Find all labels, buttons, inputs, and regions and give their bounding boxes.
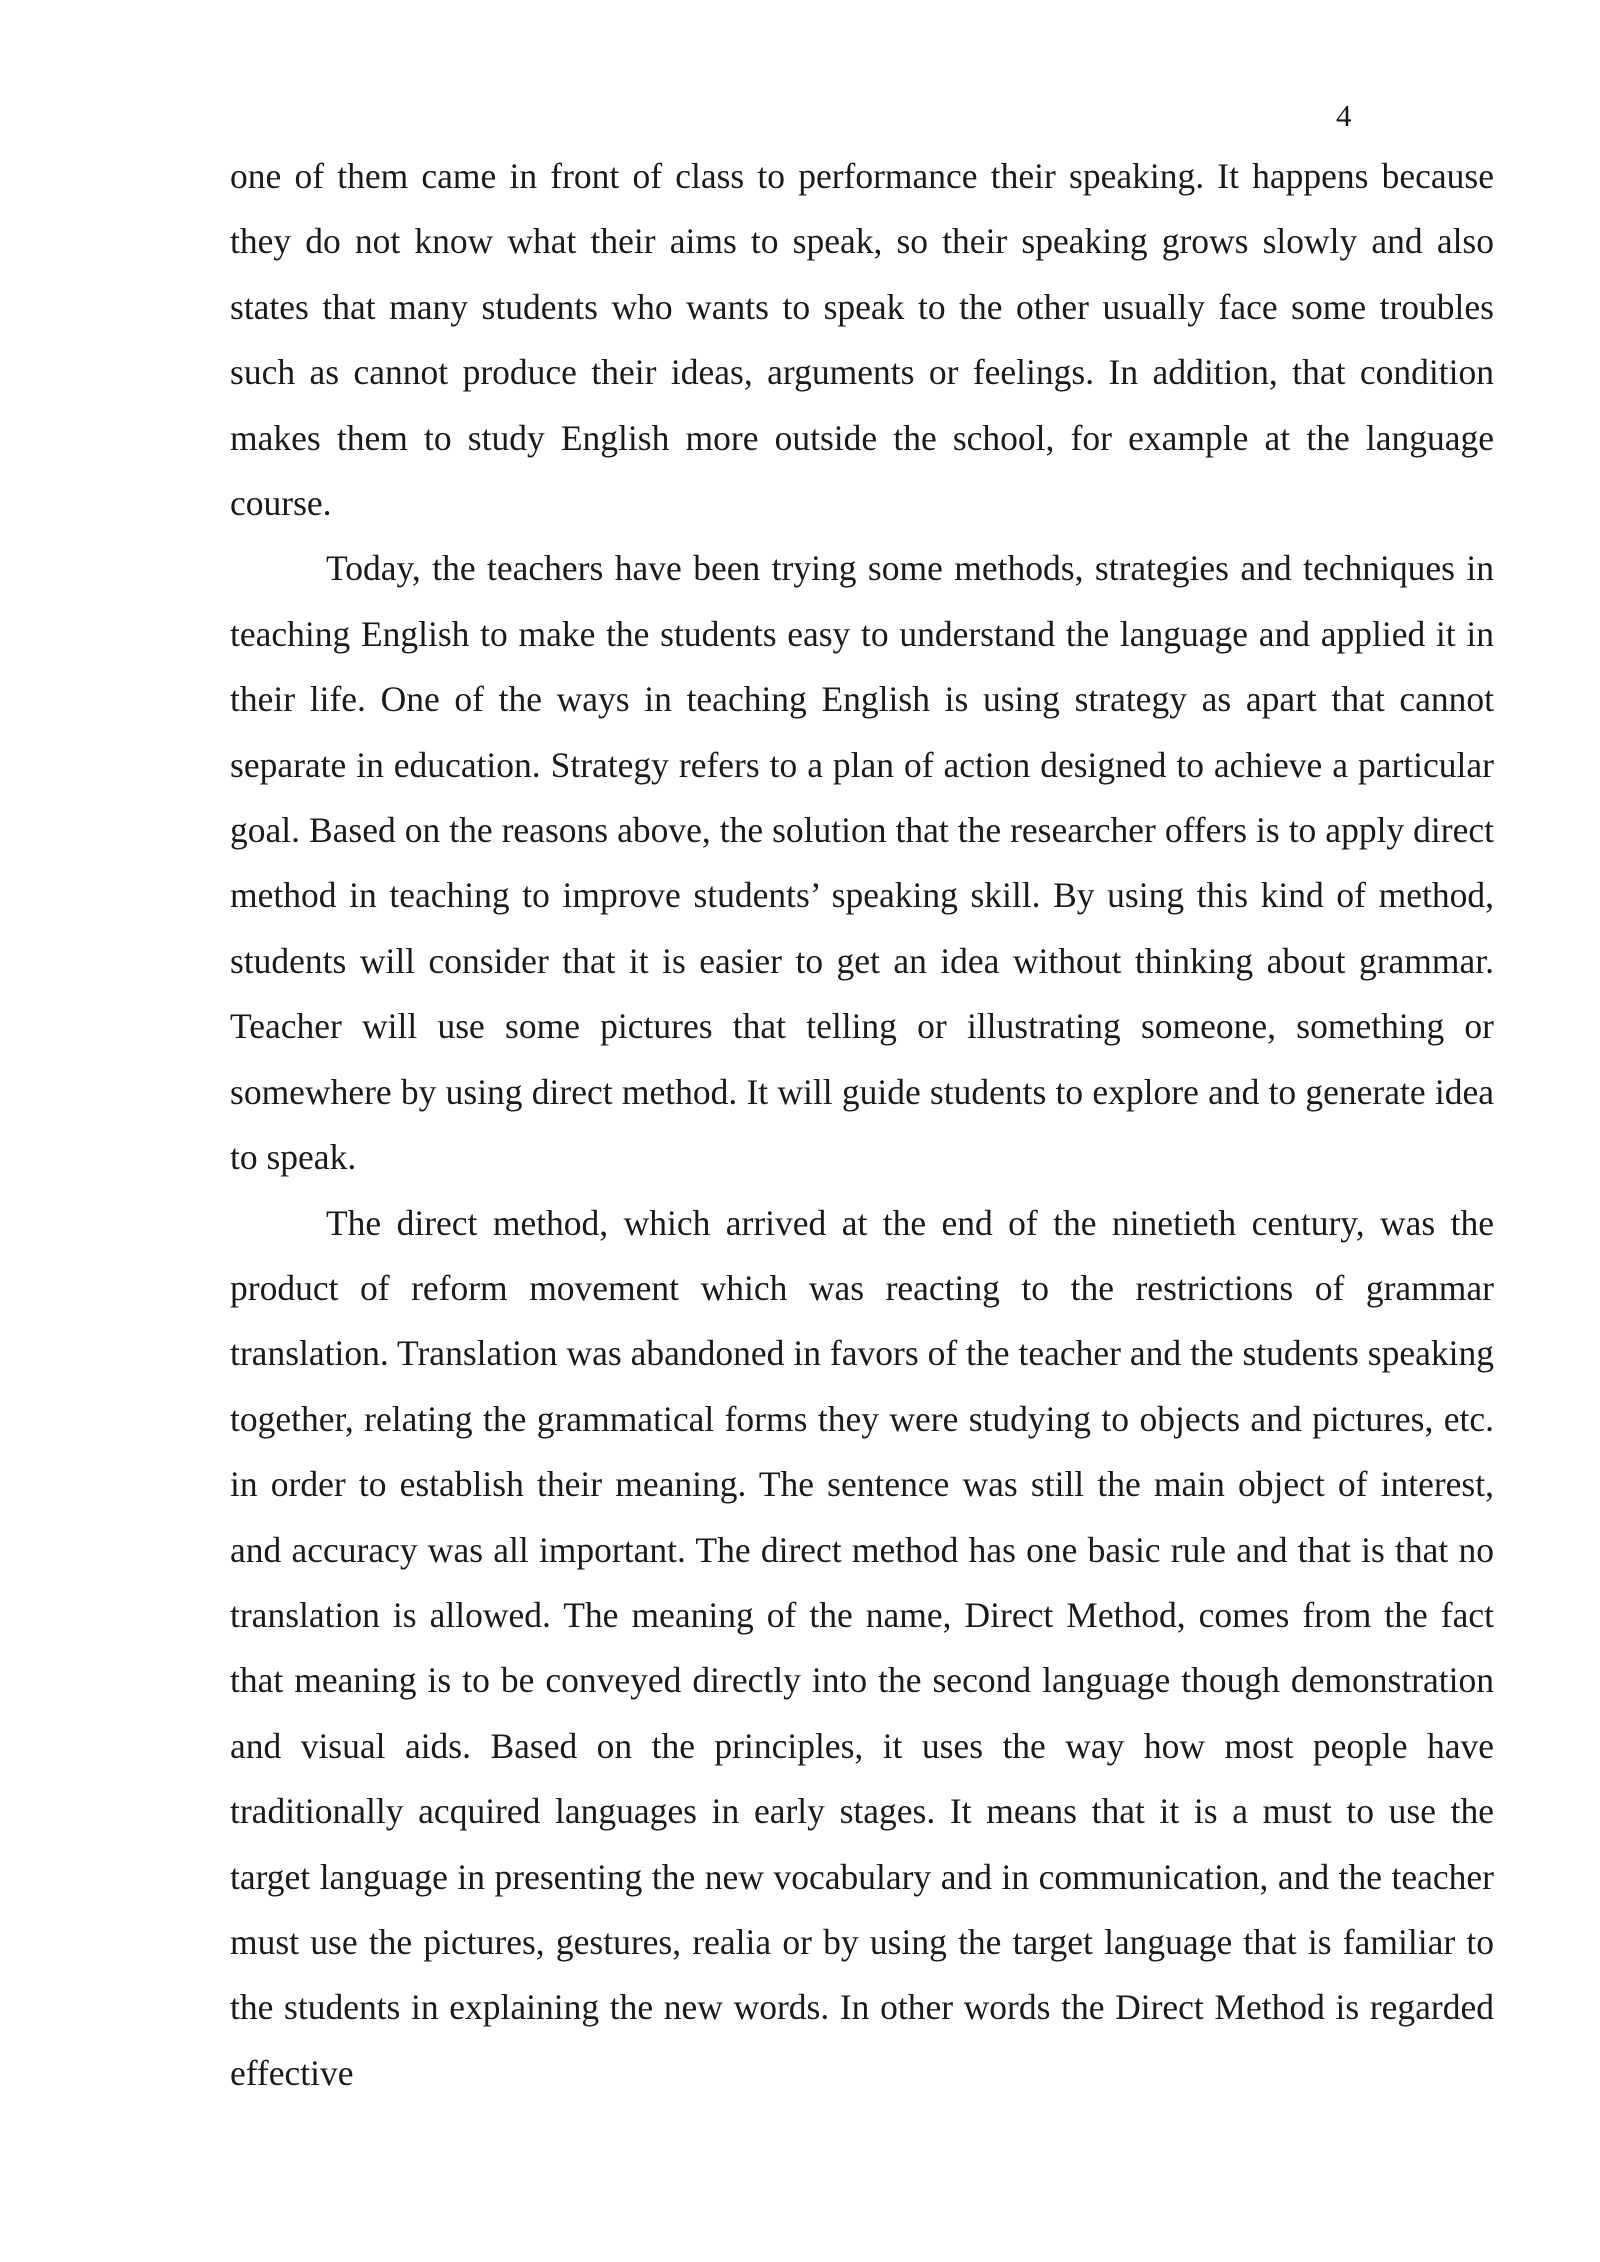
paragraph: Today, the teachers have been trying some methods, strategies and techniques in teaching English to make the students easy to understand the language and applied it in their life. One of the ways in teaching English is using strategy as apart that cannot separate in education. Strategy refers to a plan of action designed to achieve a particular goal. Based on the reasons above, the solution that the researcher offers is to apply direct method in teaching to improve students’ speaking skill. By using this kind of method, students will consider that it is easier to get an idea without thinking about grammar. Teacher will use some pictures that telling or illustrating someone, something or somewhere by using direct method. It will guide students to explore and to generate idea to speak.	[230, 548, 1494, 1178]
paragraph: The direct method, which arrived at the end of the ninetieth century, was the product of reform movement which was reacting to the restrictions of grammar translation. Translation was abandoned in favors of the teacher and the students speaking together, relating the grammatical forms they were studying to objects and pictures, etc. in order to establish their meaning. The sentence was still the main object of interest, and accuracy was all important. The direct method has one basic rule and that is that no translation is allowed. The meaning of the name, Direct Method, comes from the fact that meaning is to be conveyed directly into the second language though demonstration and visual aids. Based on the principles, it uses the way how most people have traditionally acquired languages in early stages. It means that it is a must to use the target language in presenting the new vocabulary and in communication, and the teacher must use the pictures, gestures, realia or by using the target language that is familiar to the students in explaining the new words. In other words the Direct Method is regarded effective	[230, 1202, 1494, 2093]
page-number: 4	[1336, 98, 1352, 133]
document-body	[230, 144, 1494, 2106]
paragraph: one of them came in front of class to performance their speaking. It happens because they do not know what their aims to speak, so their speaking grows slowly and also states that many students who wants to speak to the other usually face some troubles such as cannot produce their ideas, arguments or feelings. In addition, that condition makes them to study English more outside the school, for example at the language course.	[230, 156, 1494, 524]
